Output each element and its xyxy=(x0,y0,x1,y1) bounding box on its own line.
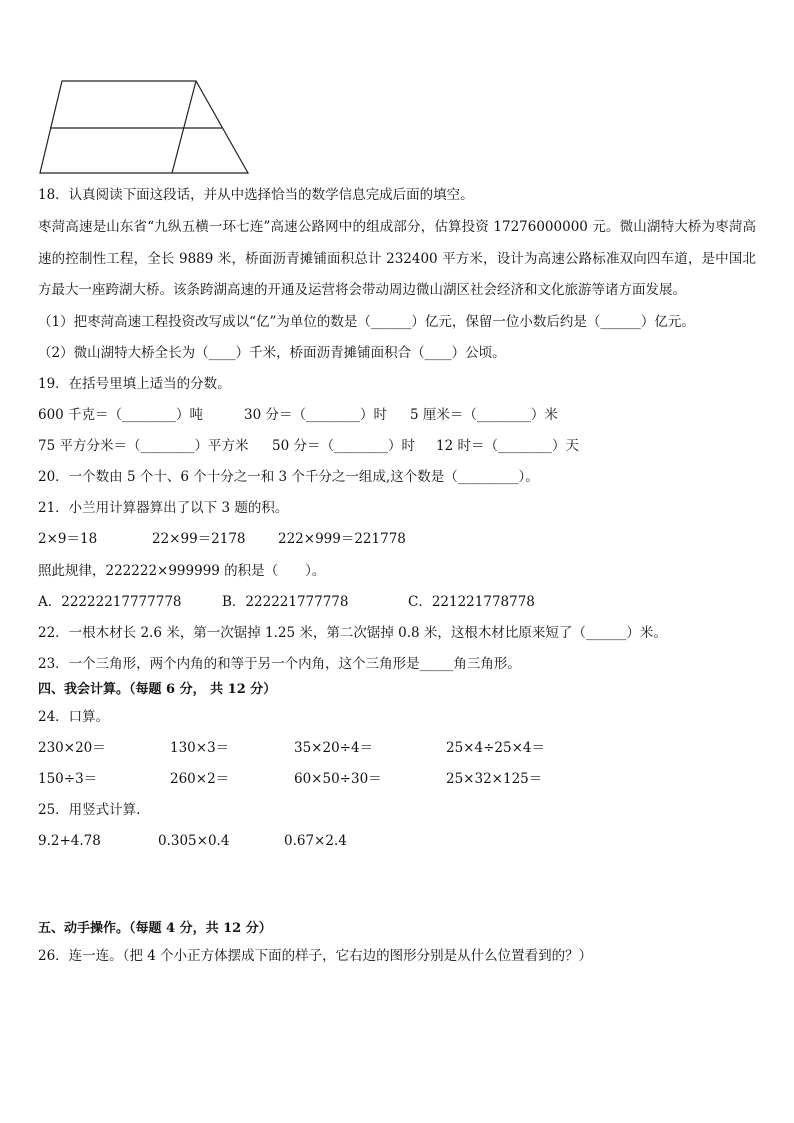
q21-question: 照此规律，222222×999999 的积是（ ）。 xyxy=(38,563,326,579)
q26-title: 26．连一连。（把 4 个小正方体摆成下面的样子，它右边的图形分别是从什么位置看到的？） xyxy=(38,948,593,964)
q21-title: 21．小兰用计算器算出了以下 3 题的积。 xyxy=(38,500,289,516)
q20-title: 20．一个数由 5 个十、6 个十分之一和 3 个千分之一组成,这个数是（_________）。 xyxy=(38,469,539,485)
q19-r1-a: 600 千克＝（________）吨 xyxy=(38,407,204,423)
q25-item-2: 0.305×0.4 xyxy=(158,833,230,849)
q19-r2-b: 50 分＝（________）时 xyxy=(272,438,415,454)
q18-sub1: （1）把枣菏高速工程投资改写成以“亿”为单位的数是（______）亿元，保留一位小数后约是（______）亿元。 xyxy=(38,314,695,330)
section5-heading: 五、动手操作。（每题 4 分，共 12 分） xyxy=(38,921,272,936)
q21-example-1: 2×9＝18 xyxy=(38,531,98,547)
q19-r2-c: 12 时＝（________）天 xyxy=(436,438,579,454)
q24-r2-b: 260×2＝ xyxy=(170,771,230,787)
q21-option-c: C．221221778778 xyxy=(408,594,535,610)
q24-r1-d: 25×4÷25×4＝ xyxy=(446,740,545,756)
q21-option-b: B．222221777778 xyxy=(222,594,349,610)
q24-r1-a: 230×20＝ xyxy=(38,740,106,756)
section4-heading: 四、我会计算。（每题 6 分， 共 12 分） xyxy=(38,682,277,697)
q24-title: 24．口算。 xyxy=(38,709,110,725)
q25-title: 25．用竖式计算. xyxy=(38,802,141,818)
trapezoid-figure xyxy=(36,78,252,176)
q21-example-2: 22×99＝2178 xyxy=(152,531,246,547)
q24-r2-a: 150÷3＝ xyxy=(38,771,98,787)
q19-r1-c: 5 厘米＝（________）米 xyxy=(410,407,558,423)
q24-r1-b: 130×3＝ xyxy=(170,740,230,756)
q23-title: 23．一个三角形，两个内角的和等于另一个内角，这个三角形是_____角三角形。 xyxy=(38,656,521,672)
q19-title: 19．在括号里填上适当的分数。 xyxy=(38,376,231,392)
q24-r2-c: 60×50÷30＝ xyxy=(294,771,382,787)
q24-r1-c: 35×20÷4＝ xyxy=(294,740,374,756)
q18-paragraph: 枣菏高速是山东省“九纵五横一环七连”高速公路网中的组成部分，估算投资 17276000000 元。微山湖特大桥为枣菏高速的控制性工程，全长 9889 米，桥面沥青摊铺面积总计 232400 平方米，设计为高速公路标准双向四车道，是中国北方最大一座跨湖大桥。该条跨湖高速的开通及运营将会带动周边微山湖区社会经济和文化旅游等诸方面发展。 xyxy=(38,219,756,298)
q25-item-3: 0.67×2.4 xyxy=(284,833,347,849)
q19-r1-b: 30 分＝（________）时 xyxy=(244,407,387,423)
q22-title: 22．一根木材长 2.6 米，第一次锯掉 1.25 米，第二次锯掉 0.8 米，这根木材比原来短了（______）米。 xyxy=(38,625,667,641)
q21-option-a: A．22222217777778 xyxy=(38,594,182,610)
q19-r2-a: 75 平方分米＝（________）平方米 xyxy=(38,438,249,454)
q21-example-3: 222×999＝221778 xyxy=(278,531,406,547)
q18-title: 18．认真阅读下面这段话，并从中选择恰当的数学信息完成后面的填空。 xyxy=(38,187,474,203)
q24-r2-d: 25×32×125＝ xyxy=(446,771,543,787)
q18-sub2: （2）微山湖特大桥全长为（____）千米，桥面沥青摊铺面积合（____）公顷。 xyxy=(38,345,506,361)
q25-item-1: 9.2+4.78 xyxy=(38,833,101,849)
